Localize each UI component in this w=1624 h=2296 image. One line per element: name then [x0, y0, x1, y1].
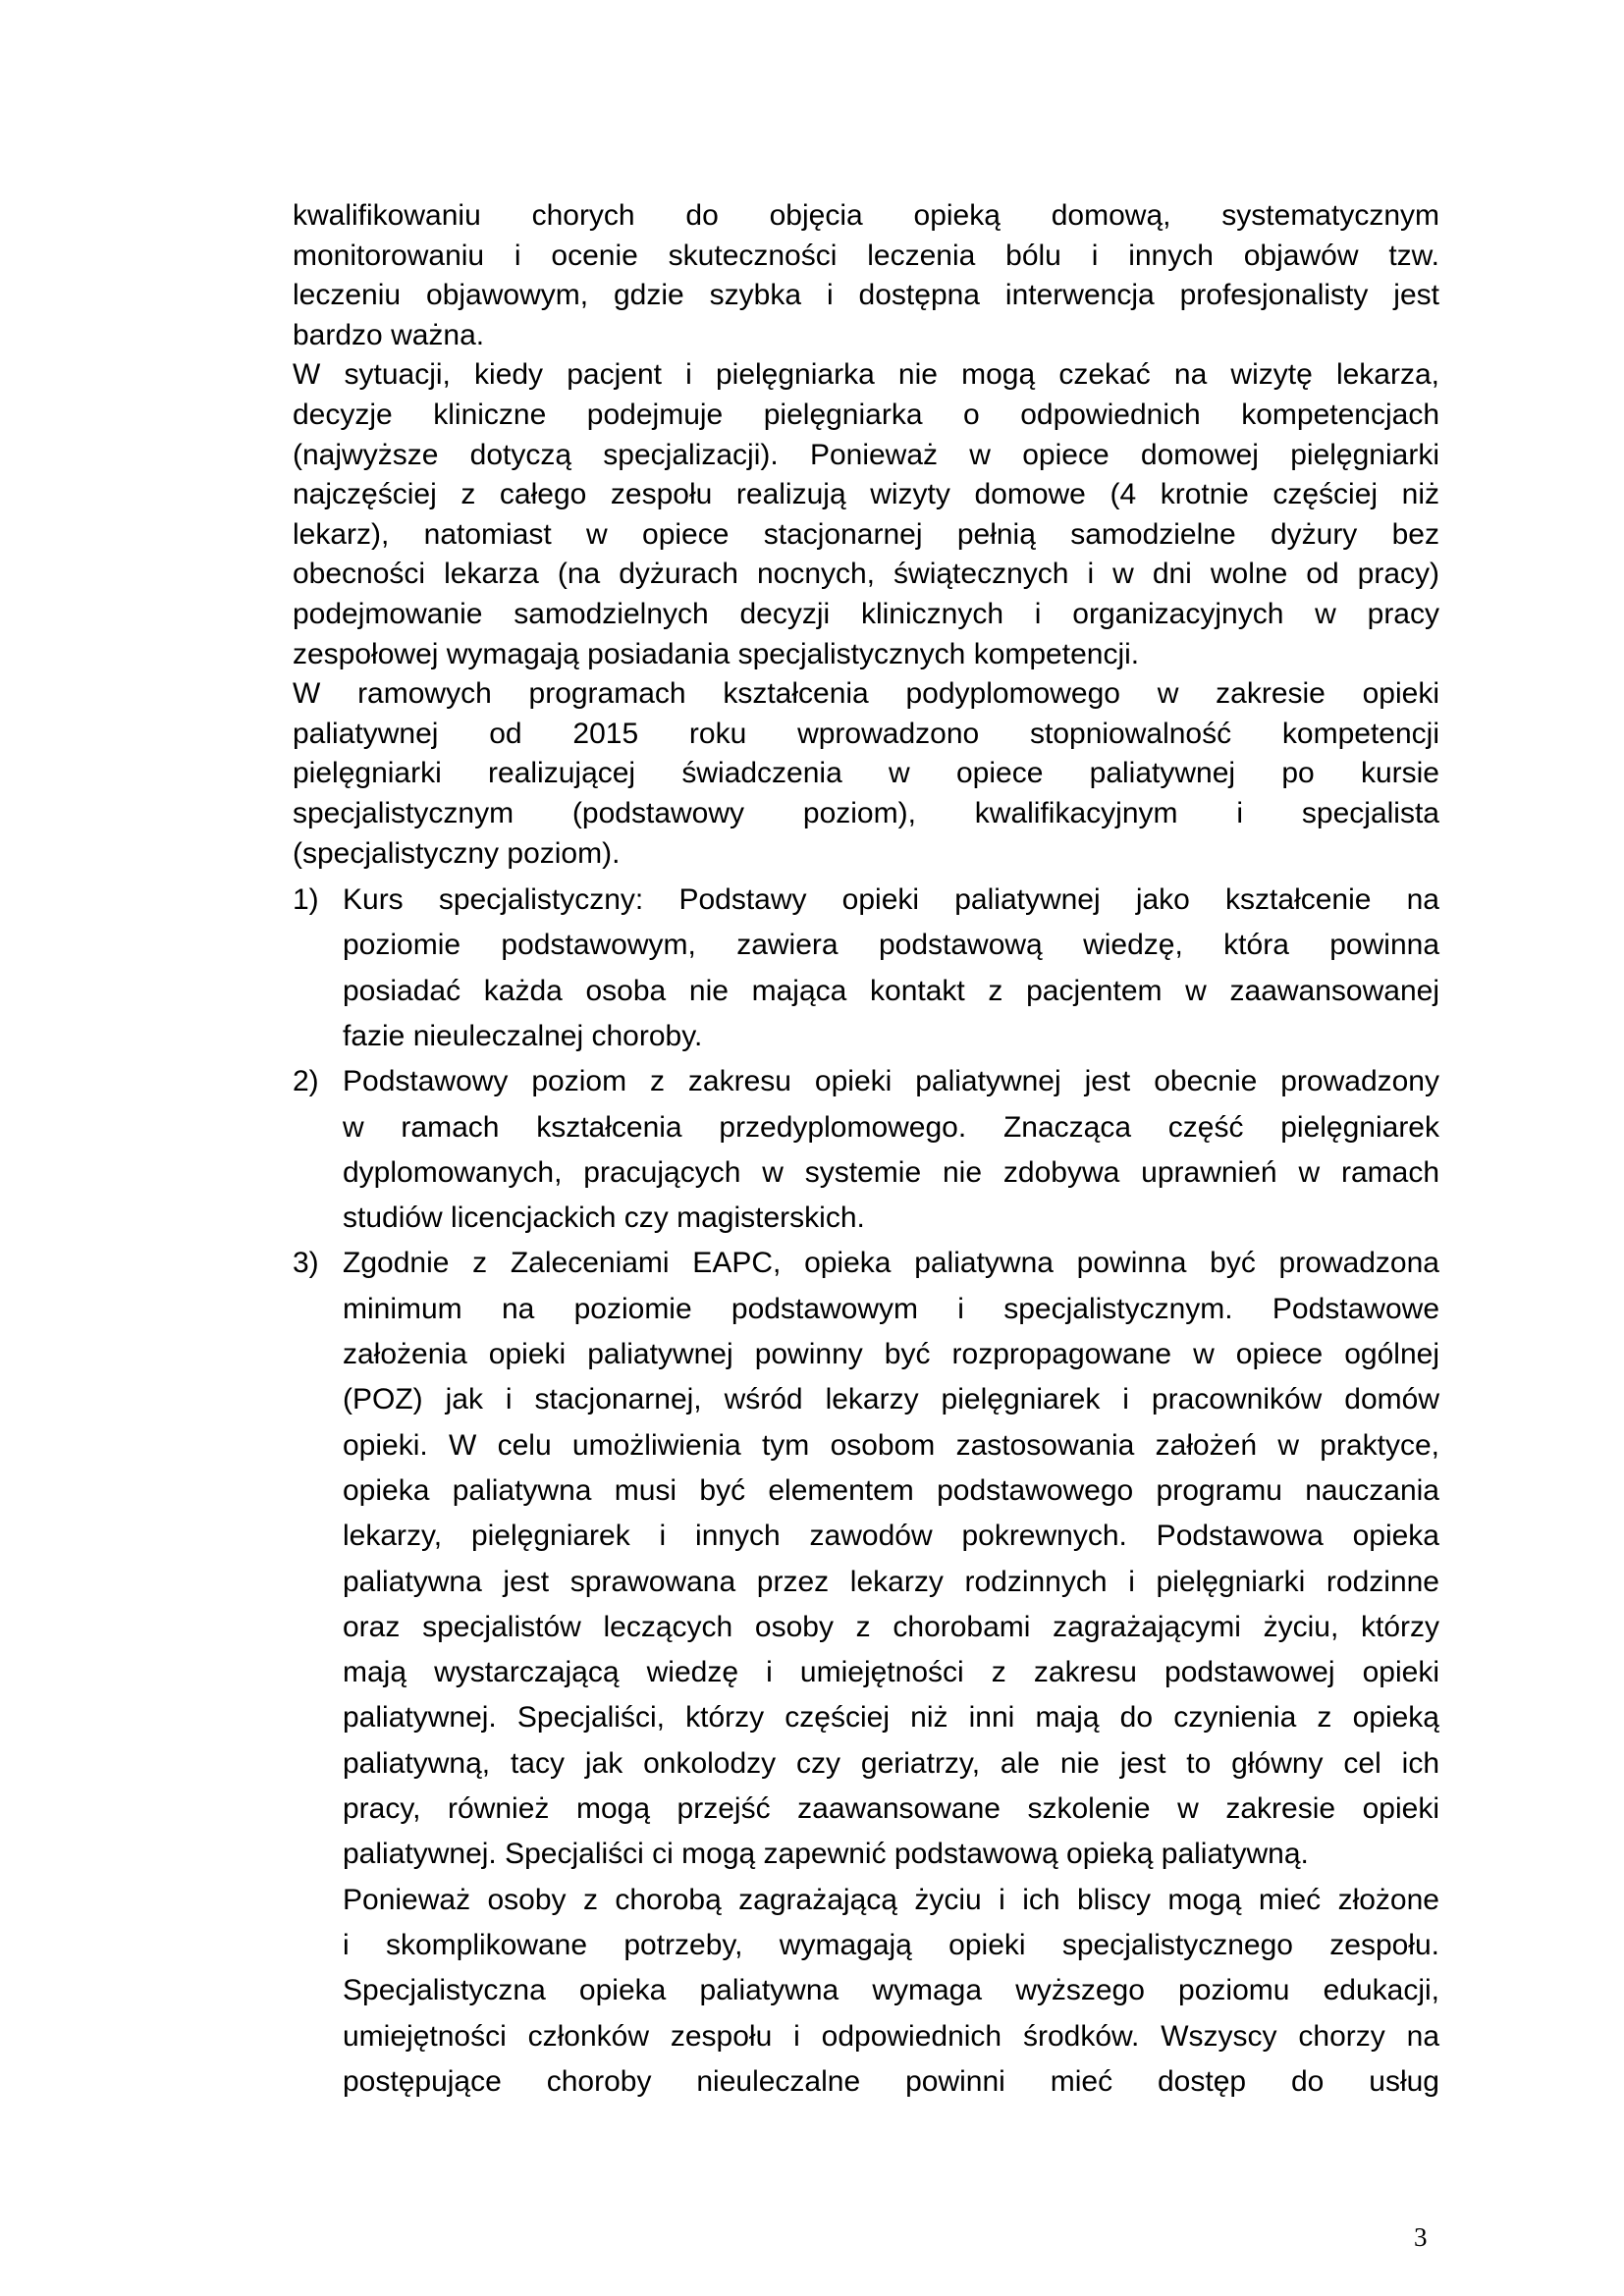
text-line: postępujące choroby nieuleczalne powinni mieć dostęp do usług [343, 2064, 1439, 2098]
text-line: paliatywnej. Specjaliści ci mogą zapewnić podstawową opieką paliatywną. [343, 1838, 1309, 1871]
text-line: i skomplikowane potrzeby, wymagają opieki specjalistycznego zespołu. [343, 1928, 1439, 1961]
text-line: kwalifikowaniu chorych do objęcia opieką domową, systematycznym [293, 199, 1439, 232]
text-line: (specjalistyczny poziom). [293, 836, 621, 870]
list-item-number: 1) [293, 883, 319, 917]
text-line: posiadać każda osoba nie mająca kontakt z pacjentem w zaawansowanej [343, 974, 1439, 1007]
text-line: Specjalistyczna opieka paliatywna wymaga wyższego poziomu edukacji, [343, 1974, 1439, 2007]
text-line: Ponieważ osoby z chorobą zagrażającą życiu i ich bliscy mogą mieć złożone [343, 1883, 1439, 1916]
text-line: poziomie podstawowym, zawiera podstawową wiedzę, która powinna [343, 929, 1439, 962]
page-number: 3 [1414, 2222, 1428, 2252]
text-line: W sytuacji, kiedy pacjent i pielęgniarka nie mogą czekać na wizytę lekarza, [293, 358, 1439, 392]
text-line: opieka paliatywna musi być elementem podstawowego programu nauczania [343, 1473, 1439, 1507]
text-line: mają wystarczającą wiedzę i umiejętności z zakresu podstawowej opieki [343, 1656, 1439, 1689]
text-line: paliatywnej od 2015 roku wprowadzono stopniowalność kompetencji [293, 717, 1439, 750]
list-item [293, 1241, 1439, 1877]
text-line: studiów licencjackich czy magisterskich. [343, 1201, 865, 1235]
paragraph [293, 355, 1439, 674]
text-line: Kurs specjalistyczny: Podstawy opieki paliatywnej jako kształcenie na [343, 883, 1439, 917]
list-item-number: 3) [293, 1247, 319, 1280]
list-item [293, 1059, 1439, 1241]
text-line: bardzo ważna. [293, 318, 485, 351]
text-line: obecności lekarza (na dyżurach nocnych, świątecznych i w dni wolne od pracy) [293, 558, 1439, 591]
text-line: lekarz), natomiast w opiece stacjonarnej pełnią samodzielne dyżury bez [293, 517, 1439, 551]
text-line: pielęgniarki realizującej świadczenia w opiece paliatywnej po kursie [293, 757, 1439, 790]
text-line: minimum na poziomie podstawowym i specjalistycznym. Podstawowe [343, 1292, 1439, 1325]
text-line: założenia opieki paliatywnej powinny być rozpropagowane w opiece ogólnej [343, 1338, 1439, 1371]
text-line: lekarzy, pielęgniarek i innych zawodów pokrewnych. Podstawowa opieka [343, 1520, 1439, 1553]
text-line: opieki. W celu umożliwienia tym osobom zastosowania założeń w praktyce, [343, 1428, 1439, 1462]
text-line: oraz specjalistów leczących osoby z chorobami zagrażającymi życiu, którzy [343, 1610, 1439, 1643]
text-line: podejmowanie samodzielnych decyzji klinicznych i organizacyjnych w pracy [293, 597, 1439, 630]
text-line: specjalistycznym (podstawowy poziom), kwalifikacyjnym i specjalista [293, 796, 1439, 829]
text-line: paliatywna jest sprawowana przez lekarzy rodzinnych i pielęgniarki rodzinne [343, 1565, 1439, 1598]
body-paragraphs [293, 196, 1439, 874]
numbered-list [293, 878, 1439, 1878]
continuation-paragraph [293, 1878, 1439, 2105]
text-line: dyplomowanych, pracujących w systemie nie zdobywa uprawnień w ramach [343, 1155, 1439, 1189]
paragraph [293, 196, 1439, 355]
text-line: umiejętności członków zespołu i odpowiednich środków. Wszyscy chorzy na [343, 2019, 1439, 2053]
text-line: w ramach kształcenia przedyplomowego. Znacząca część pielęgniarek [343, 1110, 1439, 1144]
text-line: (POZ) jak i stacjonarnej, wśród lekarzy pielęgniarek i pracowników domów [343, 1383, 1439, 1416]
list-item-number: 2) [293, 1065, 319, 1098]
text-line: paliatywnej. Specjaliści, którzy częściej niż inni mają do czynienia z opieką [343, 1701, 1439, 1735]
text-line: leczeniu objawowym, gdzie szybka i dostępna interwencja profesjonalisty jest [293, 279, 1439, 312]
text-line: Podstawowy poziom z zakresu opieki paliatywnej jest obecnie prowadzony [343, 1065, 1439, 1098]
text-line: najczęściej z całego zespołu realizują wizyty domowe (4 krotnie częściej niż [293, 478, 1439, 511]
text-line: decyzje kliniczne podejmuje pielęgniarka o odpowiednich kompetencjach [293, 398, 1439, 431]
text-line: Zgodnie z Zaleceniami EAPC, opieka paliatywna powinna być prowadzona [343, 1247, 1439, 1280]
text-line: monitorowaniu i ocenie skuteczności leczenia bólu i innych objawów tzw. [293, 239, 1439, 272]
text-line: W ramowych programach kształcenia podyplomowego w zakresie opieki [293, 677, 1439, 711]
text-line: zespołowej wymagają posiadania specjalistycznych kompetencji. [293, 637, 1140, 670]
document-page [293, 196, 1439, 2105]
text-line: pracy, również mogą przejść zaawansowane szkolenie w zakresie opieki [343, 1792, 1439, 1826]
text-line: fazie nieuleczalnej choroby. [343, 1019, 703, 1052]
paragraph [293, 674, 1439, 874]
text-line: paliatywną, tacy jak onkolodzy czy geriatrzy, ale nie jest to główny cel ich [343, 1746, 1439, 1780]
text-line: (najwyższe dotyczą specjalizacji). Ponieważ w opiece domowej pielęgniarki [293, 438, 1439, 471]
list-item [293, 878, 1439, 1059]
